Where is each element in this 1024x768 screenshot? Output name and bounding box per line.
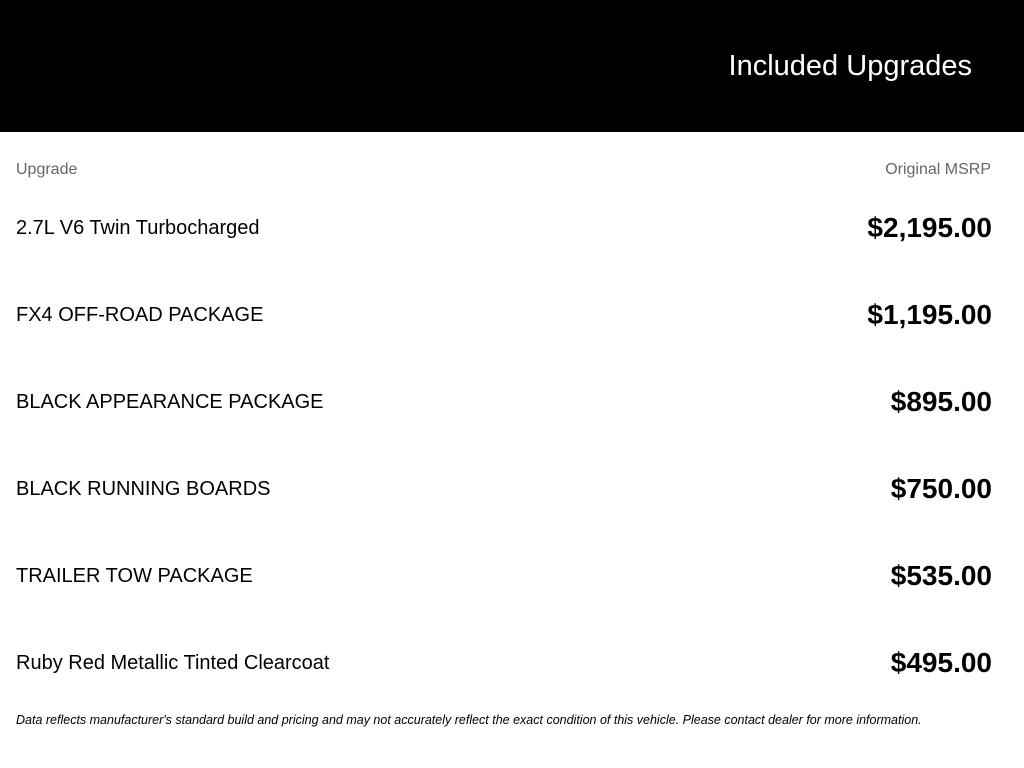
page-title: Included Upgrades (728, 50, 972, 82)
upgrade-row (16, 469, 992, 556)
upgrade-price: $495.00 (890, 647, 992, 678)
upgrade-row (16, 208, 992, 295)
upgrade-name: 2.7L V6 Twin Turbocharged (16, 217, 260, 239)
upgrade-price: $895.00 (890, 386, 992, 417)
upgrade-price: $535.00 (890, 560, 992, 591)
column-headers (16, 159, 991, 181)
column-header-msrp: Original MSRP (885, 161, 991, 178)
upgrade-row (16, 295, 992, 382)
upgrade-price: $2,195.00 (867, 212, 992, 243)
upgrade-name: BLACK RUNNING BOARDS (16, 478, 271, 500)
upgrade-row (16, 382, 992, 469)
upgrade-row (16, 556, 992, 643)
upgrade-price: $1,195.00 (867, 299, 992, 330)
upgrade-name: FX4 OFF-ROAD PACKAGE (16, 304, 264, 326)
header-bar (0, 0, 1024, 132)
disclaimer-text: Data reflects manufacturer's standard build and pricing and may not accurately reflect the exact condition of this vehicle. Please contact dealer for more information. (16, 713, 922, 727)
upgrade-list (16, 208, 992, 730)
upgrade-name: Ruby Red Metallic Tinted Clearcoat (16, 652, 330, 674)
column-header-upgrade: Upgrade (16, 161, 78, 178)
upgrade-name: TRAILER TOW PACKAGE (16, 565, 253, 587)
upgrade-price: $750.00 (890, 473, 992, 504)
upgrade-name: BLACK APPEARANCE PACKAGE (16, 391, 324, 413)
